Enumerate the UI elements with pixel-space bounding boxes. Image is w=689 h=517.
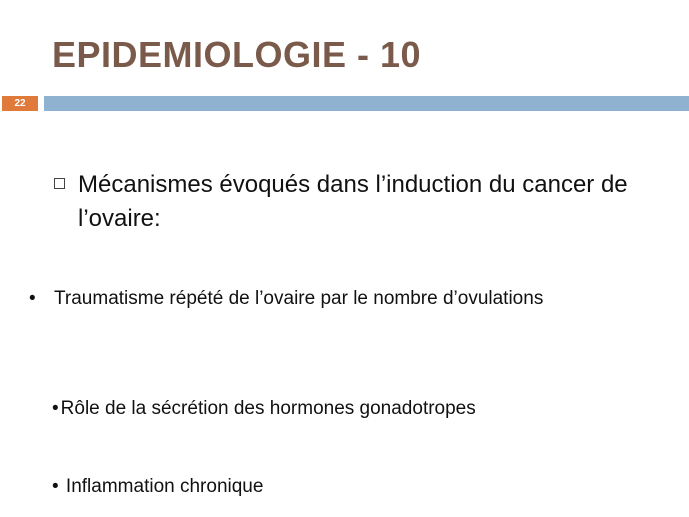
list-item (52, 394, 652, 423)
bullet-dot-icon: • (52, 476, 59, 497)
list-item-text: Rôle de la sécrétion des hormones gonadotropes (60, 398, 476, 419)
list-item-text: Traumatisme répété de l’ovaire par le nombre d’ovulations (54, 288, 544, 309)
bullet-dot-icon: • (52, 398, 59, 419)
slide-number-badge (2, 96, 38, 111)
square-bullet-icon (54, 178, 65, 189)
slide-title: EPIDEMIOLOGIE - 10 (52, 34, 422, 75)
list-item (52, 472, 652, 501)
slide-number: 22 (14, 98, 26, 109)
main-bullet (54, 168, 664, 236)
list-item-text: Inflammation chronique (60, 476, 264, 497)
list-item: • Traumatisme répété de l’ovaire par le nombre d’ovulations (29, 288, 544, 309)
header-divider-bar (44, 96, 689, 111)
main-bullet-text: Mécanismes évoqués dans l’induction du cancer de l’ovaire: (78, 171, 628, 232)
